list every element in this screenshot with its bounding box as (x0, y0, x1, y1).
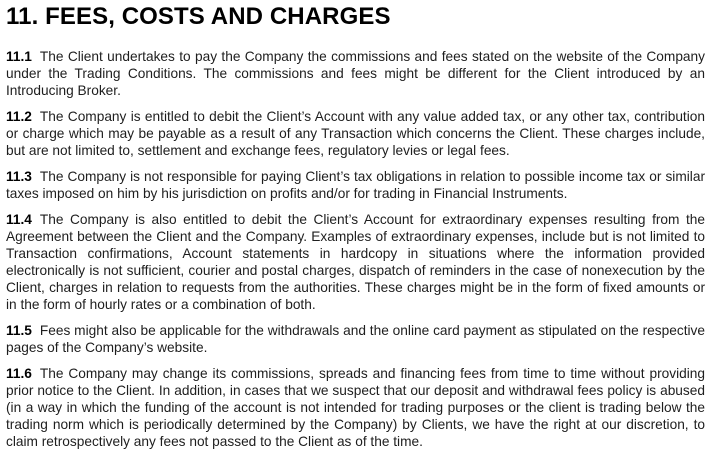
clause-number: 11.6 (6, 366, 32, 381)
clause-number: 11.5 (6, 323, 32, 338)
clause-text: The Company is also entitled to debit the Client’s Account for extraordinary expenses resulting from the Agreement between the Client and the Company. Examples of extraordinary expenses, include but is not limited to Transaction confirmations, Account statements in hardcopy in situations where the information provided electronically is not sufficient, courier and postal charges, dispatch of reminders in the case of nonexecution by the Client, charges in relation to requests from the authorities. These charges might be in the form of fixed amounts or in the form of hourly rates or a combination of both. (6, 212, 705, 312)
clause-11-3 (6, 168, 705, 202)
clause-text: The Company is entitled to debit the Client’s Account with any value added tax, or any other tax, contribution or charge which may be payable as a result of any Transaction which concerns the Client. These charges include, but are not limited to, settlement and exchange fees, regulatory levies or legal fees. (6, 109, 705, 158)
section-title: 11. FEES, COSTS AND CHARGES (6, 3, 391, 30)
clause-11-6 (6, 365, 705, 450)
clause-number: 11.2 (6, 109, 32, 124)
clause-text: Fees might also be applicable for the withdrawals and the online card payment as stipulated on the respective pages of the Company’s website. (6, 323, 705, 355)
clause-number: 11.4 (6, 212, 32, 227)
clause-11-5 (6, 322, 705, 356)
clause-number: 11.1 (6, 49, 32, 64)
clause-11-4 (6, 211, 705, 313)
clause-11-1 (6, 48, 705, 99)
clause-number: 11.3 (6, 169, 32, 184)
clause-text: The Company is not responsible for paying Client’s tax obligations in relation to possible income tax or similar taxes imposed on him by his jurisdiction on profits and/or for trading in Financial Instruments. (6, 169, 705, 201)
clause-text: The Client undertakes to pay the Company the commissions and fees stated on the website of the Company under the Trading Conditions. The commissions and fees might be different for the Client introduced by an Introducing Broker. (6, 49, 705, 98)
clause-11-2 (6, 108, 705, 159)
clause-text: The Company may change its commissions, spreads and financing fees from time to time without providing prior notice to the Client. In addition, in cases that we suspect that our deposit and withdrawal fees policy is abused (in a way in which the funding of the account is not intended for trading purposes or the client is trading below the trading norm which is periodically determined by the Company) by Clients, we have the right at our discretion, to claim retrospectively any fees not passed to the Client as of the time. (6, 366, 705, 449)
